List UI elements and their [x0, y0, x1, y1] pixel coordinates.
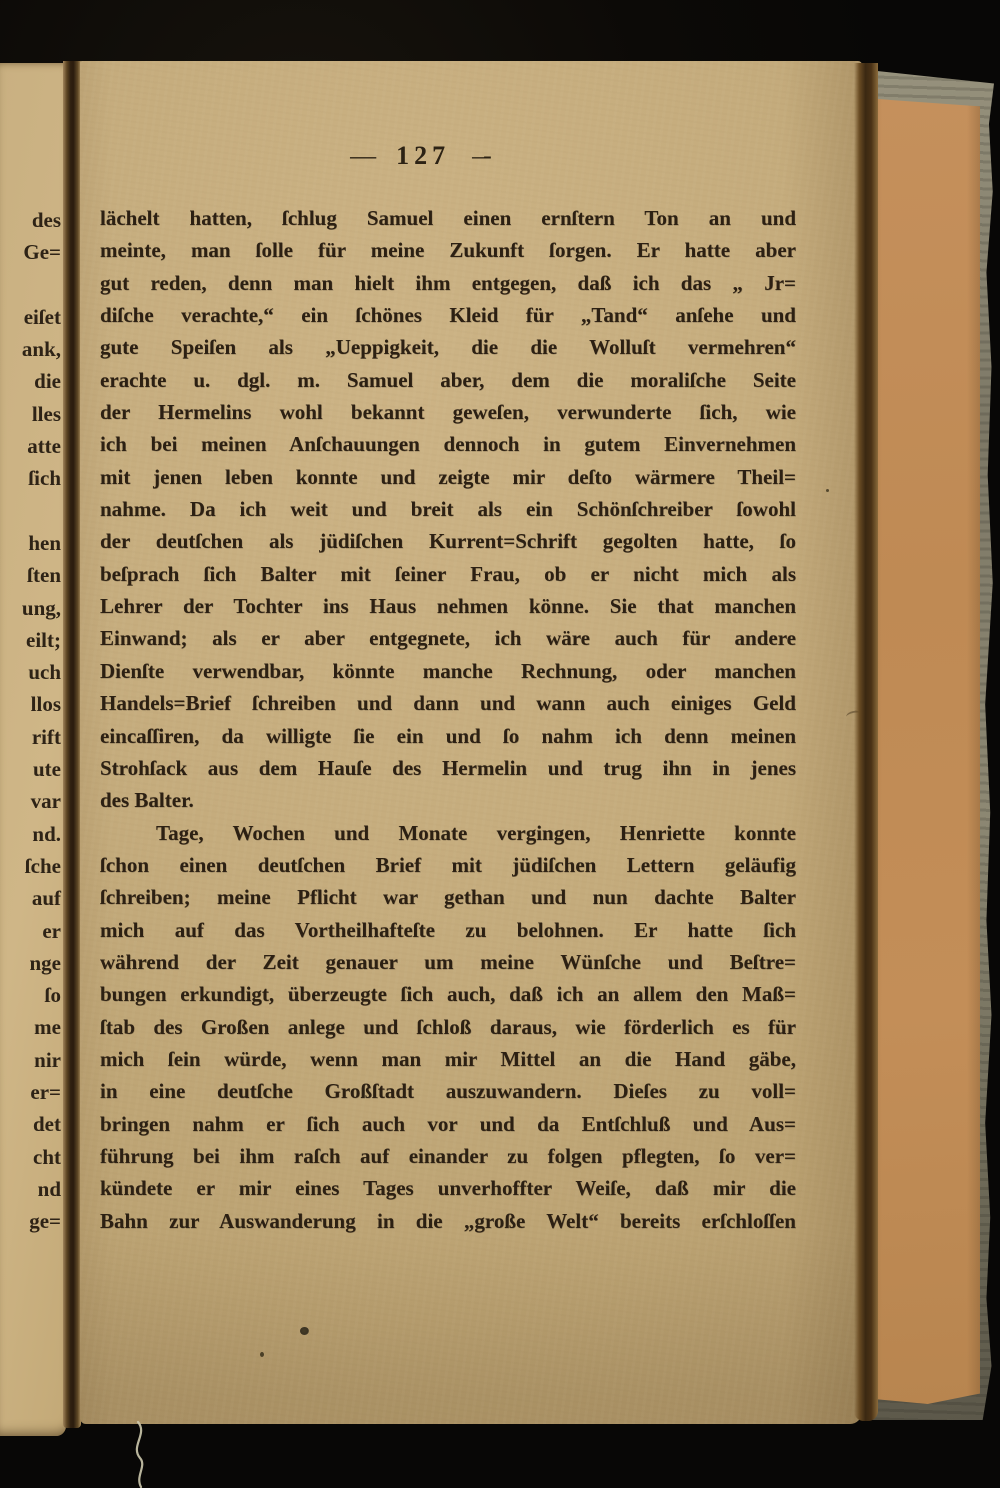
adjacent-page-fragment-strip: [0, 63, 66, 1436]
cut-off-text-line: atte: [27, 434, 61, 459]
page-edge-shadow: [854, 63, 878, 1421]
text-line: Dienſte verwendbar, könnte manche Rechnung, oder manchen: [100, 658, 796, 683]
text-line: ſchreiben; meine Pflicht war gethan und nun dachte Balter: [100, 885, 796, 910]
behind-page-edge: [871, 92, 980, 1404]
cut-off-text-line: ute: [33, 757, 61, 782]
cut-off-text-line: die: [34, 369, 61, 394]
text-line: beſprach ſich Balter mit ſeiner Frau, ob er nicht mich als: [100, 561, 796, 586]
text-line: ſtab des Großen anlege und ſchloß daraus, wie förderlich es für: [100, 1014, 796, 1039]
cut-off-text-line: auf: [31, 886, 61, 911]
page-header: [72, 141, 768, 171]
cut-off-text-line: Ge=: [23, 240, 61, 265]
cut-off-text-line: nir: [34, 1047, 61, 1072]
page-text-block: [100, 202, 796, 1237]
text-line: lächelt hatten, ſchlug Samuel einen ernſtern Ton an und: [100, 206, 796, 230]
header-dash-right: –-: [472, 141, 490, 170]
cut-off-text-line: [0, 495, 61, 527]
cut-off-text-line: eiſet: [23, 304, 61, 329]
cut-off-text-line: nge: [29, 950, 61, 975]
cut-off-text-line: ſo: [44, 983, 61, 1008]
book-page: [80, 61, 862, 1424]
text-line: Strohſack aus dem Hauſe des Hermelin und trug ihn in jenes: [100, 755, 796, 780]
cut-off-text-column: [0, 204, 61, 1238]
page-number: 127: [396, 141, 451, 170]
text-line: mich auf das Vortheilhafteſte zu belohnen. Er hatte ſich: [100, 917, 796, 942]
text-line: Lehrer der Tochter ins Haus nehmen könne. Sie that manchen: [100, 594, 796, 619]
text-line: mit jenen leben konnte und zeigte mir deſto wärmere Theil=: [100, 464, 796, 489]
text-line: führung bei ihm raſch auf einander zu folgen pflegten, ſo ver=: [100, 1143, 796, 1168]
text-line: Einwand; als er aber entgegnete, ich wäre auch für andere: [100, 626, 796, 651]
cut-off-text-line: ge=: [29, 1209, 61, 1234]
book-gutter: [63, 61, 81, 1428]
cut-off-text-line: nd: [37, 1176, 61, 1201]
cut-off-text-line: llos: [30, 692, 61, 717]
cut-off-text-line: [0, 269, 61, 301]
cut-off-text-line: ank,: [21, 337, 61, 362]
text-line: gut reden, denn man hielt ihm entgegen, daß ich das „ Jr=: [100, 270, 796, 295]
text-line: der deutſchen als jüdiſchen Kurrent=Schrift gegolten hatte, ſo: [100, 529, 796, 554]
cut-off-text-line: eilt;: [26, 627, 61, 652]
cut-off-text-line: er: [42, 918, 61, 943]
bookmark-thread: [118, 1420, 178, 1488]
cut-off-text-line: rift: [31, 724, 61, 749]
ink-speck: [826, 489, 829, 492]
text-line: kündete er mir eines Tages unverhoffter Weiſe, daß mir die: [100, 1176, 796, 1201]
cut-off-text-line: hen: [28, 530, 61, 555]
cut-off-text-line: nd.: [32, 821, 61, 846]
cut-off-text-line: ſten: [27, 563, 61, 588]
text-line: nahme. Da ich weit und breit als ein Schönſchreiber ſowohl: [100, 497, 796, 522]
text-line: diſche verachte,“ ein ſchönes Kleid für „Tand“ anſehe und: [100, 303, 796, 328]
ink-spot: [300, 1327, 309, 1335]
text-line: der Hermelins wohl bekannt geweſen, verwunderte ſich, wie: [100, 400, 796, 425]
text-line: Tage, Wochen und Monate vergingen, Henriette konnte: [156, 820, 796, 845]
text-line: Handels=Brief ſchreiben und dann und wann auch einiges Geld: [100, 691, 796, 716]
cut-off-text-line: er=: [30, 1080, 61, 1105]
text-line: bungen erkundigt, überzeugte ſich auch, daß ich an allem den Maß=: [100, 982, 796, 1007]
text-line: des Balter.: [100, 788, 194, 813]
text-line: ſchon einen deutſchen Brief mit jüdiſchen Lettern geläufig: [100, 852, 796, 877]
cut-off-text-line: lles: [31, 401, 61, 426]
cut-off-text-line: me: [34, 1015, 61, 1040]
text-line: eincaſſiren, da willigte ſie ein und ſo nahm ich denn meinen: [100, 723, 796, 748]
cut-off-text-line: ſche: [24, 853, 61, 878]
cut-off-text-line: var: [30, 789, 61, 814]
cut-off-text-line: uch: [28, 660, 61, 685]
text-line: ich bei meinen Anſchauungen dennoch in gutem Einvernehmen: [100, 432, 796, 457]
text-line: gute Speiſen als „Ueppigkeit, die die Wolluſt vermehren“: [100, 335, 796, 360]
text-line: bringen nahm er ſich auch vor und da Entſchluß und Aus=: [100, 1111, 796, 1136]
cut-off-text-line: cht: [33, 1144, 61, 1169]
ink-speck: [260, 1352, 264, 1357]
text-line: in eine deutſche Großſtadt auszuwandern. Dieſes zu voll=: [100, 1079, 796, 1104]
cut-off-text-line: des: [31, 208, 61, 232]
cut-off-text-line: ſich: [28, 466, 61, 491]
text-line: meinte, man ſolle für meine Zukunft ſorgen. Er hatte aber: [100, 238, 796, 263]
text-line: Bahn zur Auswanderung in die „große Welt“ bereits erſchloſſen: [100, 1208, 796, 1233]
text-line: während der Zeit genauer um meine Wünſche und Beſtre=: [100, 949, 796, 974]
text-line: erachte u. dgl. m. Samuel aber, dem die moraliſche Seite: [100, 367, 796, 392]
cut-off-text-line: det: [33, 1112, 61, 1137]
header-dash-left: —: [350, 141, 375, 170]
cut-off-text-line: ung,: [21, 595, 61, 620]
text-line: mich ſein würde, wenn man mir Mittel an die Hand gäbe,: [100, 1046, 796, 1071]
